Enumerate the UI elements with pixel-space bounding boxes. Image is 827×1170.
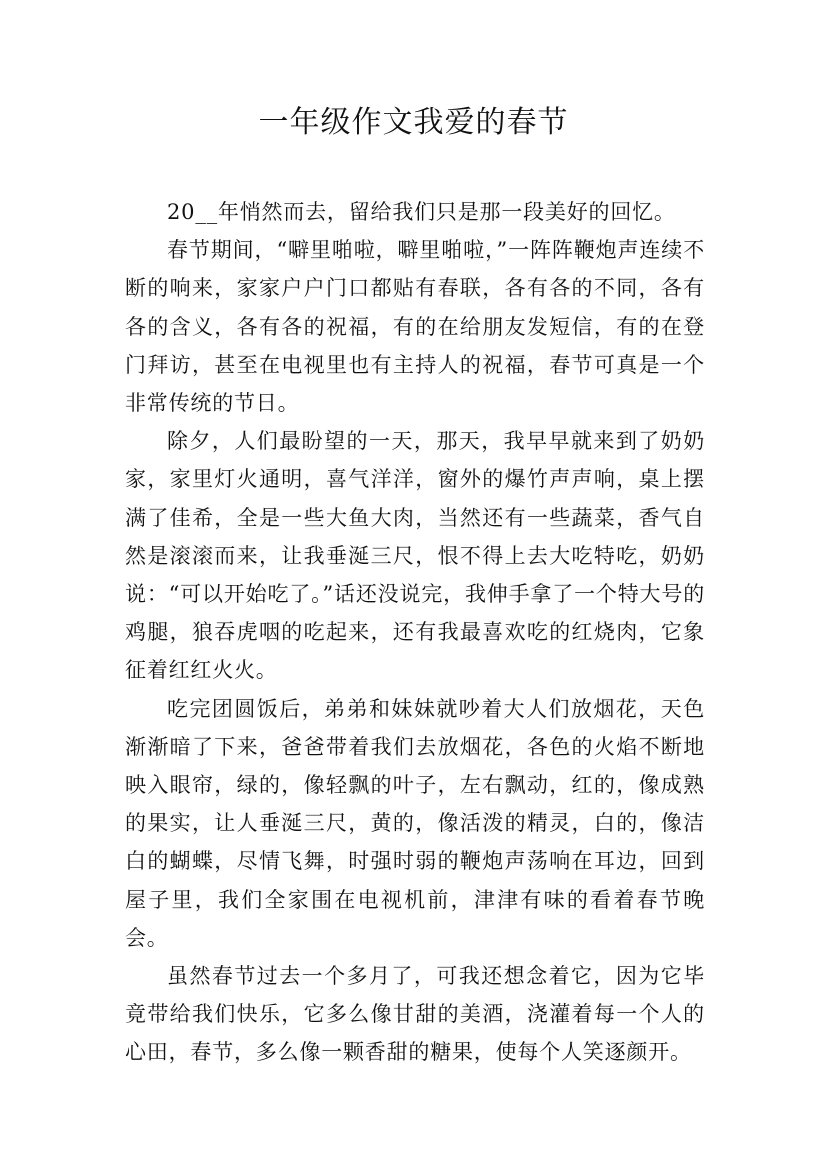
document-title: 一年级作文我爱的春节 xyxy=(258,105,569,140)
paragraph-4: 吃完团圆饭后，弟弟和妹妹就吵着大人们放烟花，天色渐渐暗了下来，爸爸带着我们去放烟花，各色的火焰不断地映入眼帘，绿的，像轻飘的叶子，左右飘动，红的，像成熟的果实，让人垂涎三尺，黄的，像活泼的精灵，白的，像洁白的蝴蝶，尽情飞舞，时强时弱的鞭炮声荡响在耳边，回到屋子里，我们全家围在电视机前，津津有味的看着春节晚会。 xyxy=(125,696,705,950)
paragraph-5: 虽然春节过去一个多月了，可我还想念着它，因为它毕竟带给我们快乐，它多么像甘甜的美酒，浇灌着每一个人的心田，春节，多么像一颗香甜的糖果，使每个人笑逐颜开。 xyxy=(125,964,705,1065)
paragraph-1: 20__年悄然而去，留给我们只是那一段美好的回忆。 xyxy=(167,200,676,224)
paragraph-2: 春节期间，“噼里啪啦，噼里啪啦，”一阵阵鞭炮声连续不断的响来，家家户户门口都贴有春联，各有各的不同，各有各的含义，各有各的祝福，有的在给朋友发短信，有的在登门拜访，甚至在电视里也有主持人的祝福，春节可真是一个非常传统的节日。 xyxy=(125,238,705,416)
paragraph-3: 除夕，人们最盼望的一天，那天，我早早就来到了奶奶家，家里灯火通明，喜气洋洋，窗外的爆竹声声响，桌上摆满了佳希，全是一些大鱼大肉，当然还有一些蔬菜，香气自然是滚滚而来，让我垂涎三尺，恨不得上去大吃特吃，奶奶说：“可以开始吃了。”话还没说完，我伸手拿了一个特大号的鸡腿，狼吞虎咽的吃起来，还有我最喜欢吃的红烧肉，它象征着红红火火。 xyxy=(125,429,705,683)
essay-body xyxy=(125,193,705,1072)
